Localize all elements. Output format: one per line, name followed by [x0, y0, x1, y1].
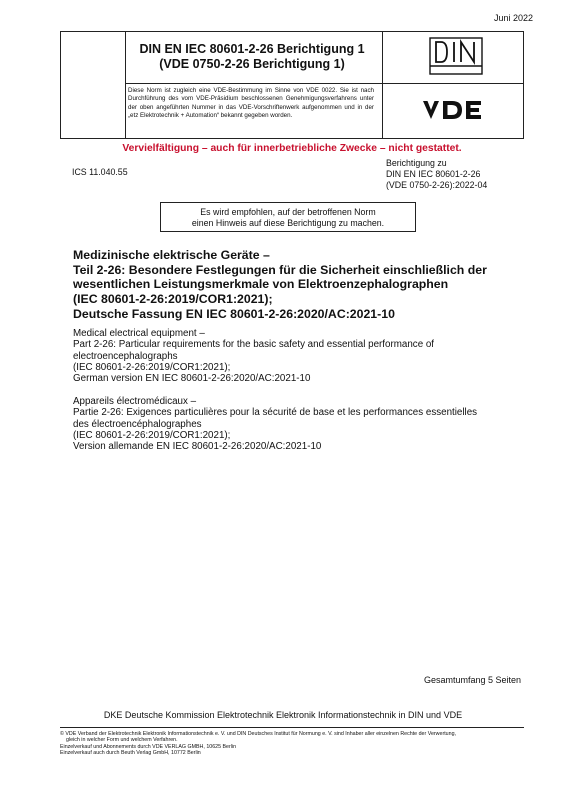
- din-logo-icon: [429, 37, 483, 75]
- table-divider-left: [125, 32, 126, 138]
- english-title-line-1: Medical electrical equipment –: [73, 328, 205, 339]
- reproduction-warning: Vervielfältigung – auch für innerbetriebliche Zwecke – nicht gestattet.: [122, 143, 462, 154]
- correction-line-2: DIN EN IEC 80601-2-26: [386, 169, 481, 179]
- title-line-1: DIN EN IEC 80601-2-26 Berichtigung 1: [139, 42, 365, 56]
- french-title-line-2: Partie 2-26: Exigences particulières pour la sécurité de base et les performances essentielles: [73, 407, 478, 419]
- german-title-line-2: Teil 2-26: Besondere Festlegungen für die Sicherheit einschließlich der: [73, 262, 487, 277]
- german-title-line-3: wesentlichen Leistungsmerkmale von Elektroenzephalographen: [73, 277, 449, 292]
- correction-line-3: (VDE 0750-2-26):2022-04: [386, 180, 488, 190]
- german-title-line-5: Deutsche Fassung EN IEC 80601-2-26:2020/AC:2021-10: [73, 306, 395, 321]
- english-title-line-5: German version EN IEC 80601-2-26:2020/AC:2021-10: [73, 373, 311, 385]
- publication-date: Juni 2022: [493, 13, 533, 23]
- ics-code: ICS 11.040.55: [72, 167, 128, 177]
- correction-reference: [386, 158, 487, 191]
- table-divider-middle: [125, 83, 523, 84]
- footer-divider: [60, 727, 524, 728]
- document-title: [128, 42, 376, 72]
- german-title: [73, 248, 533, 322]
- recommendation-line-2: einen Hinweis auf diese Berichtigung zu machen.: [191, 218, 385, 228]
- recommendation-box: [160, 202, 416, 232]
- french-title: [73, 396, 533, 452]
- english-title-line-2: Part 2-26: Particular requirements for the basic safety and essential performance of: [73, 339, 435, 351]
- footer-line-2: gleich in welcher Form und welchem Verfahren.: [66, 737, 178, 744]
- french-title-line-4: (IEC 80601-2-26:2019/COR1:2021);: [73, 429, 231, 441]
- french-title-line-3: des électroencéphalographes: [73, 418, 202, 430]
- vde-logo: [387, 90, 524, 130]
- english-title-line-3: electroencephalographs: [73, 350, 178, 362]
- vde-logo-icon: [421, 99, 491, 121]
- french-title-line-5: Version allemande EN IEC 80601-2-26:2020/AC:2021-10: [73, 441, 322, 453]
- english-title: [73, 328, 533, 384]
- english-title-line-4: (IEC 80601-2-26:2019/COR1:2021);: [73, 361, 231, 373]
- total-pages: Gesamtumfang 5 Seiten: [423, 675, 521, 685]
- correction-line-1: Berichtigung zu: [386, 158, 447, 168]
- din-logo: [387, 34, 524, 78]
- title-line-2: (VDE 0750-2-26 Berichtigung 1): [159, 57, 345, 71]
- copyright-footer: [60, 731, 530, 757]
- vde-legal-notice: Diese Norm ist zugleich eine VDE-Bestimmung im Sinne von VDE 0022. Sie ist nach Durchführung des vom VDE-Präsidium beschlossenen Genehmigungsverfahrens unter der oben angeführten Nummer in das VDE-Vorschriftenwerk aufgenommen und in der „etz Elektrotechnik + Automation“ bekannt gegeben worden.: [128, 87, 374, 119]
- german-title-line-1: Medizinische elektrische Geräte –: [73, 248, 270, 262]
- header-table: [60, 31, 524, 139]
- table-divider-right: [382, 32, 383, 138]
- dke-publisher: DKE Deutsche Kommission Elektrotechnik Elektronik Informationstechnik in DIN und VDE: [103, 710, 463, 720]
- footer-line-1: © VDE Verband der Elektrotechnik Elektronik Informationstechnik e. V. und DIN Deutsches Institut für Normung e. V. sind Inhaber aller einzelnen Rechte der Verwertung,: [60, 731, 456, 737]
- french-title-line-1: Appareils électromédicaux –: [73, 396, 197, 407]
- footer-line-3: Einzelverkauf und Abonnements durch VDE VERLAG GMBH, 10625 Berlin: [60, 743, 237, 750]
- recommendation-line-1: Es wird empfohlen, auf der betroffenen Norm: [200, 207, 376, 217]
- german-title-line-4: (IEC 80601-2-26:2019/COR1:2021);: [73, 292, 273, 307]
- footer-line-4: Einzelverkauf auch durch Beuth Verlag GmbH, 10772 Berlin: [60, 750, 201, 757]
